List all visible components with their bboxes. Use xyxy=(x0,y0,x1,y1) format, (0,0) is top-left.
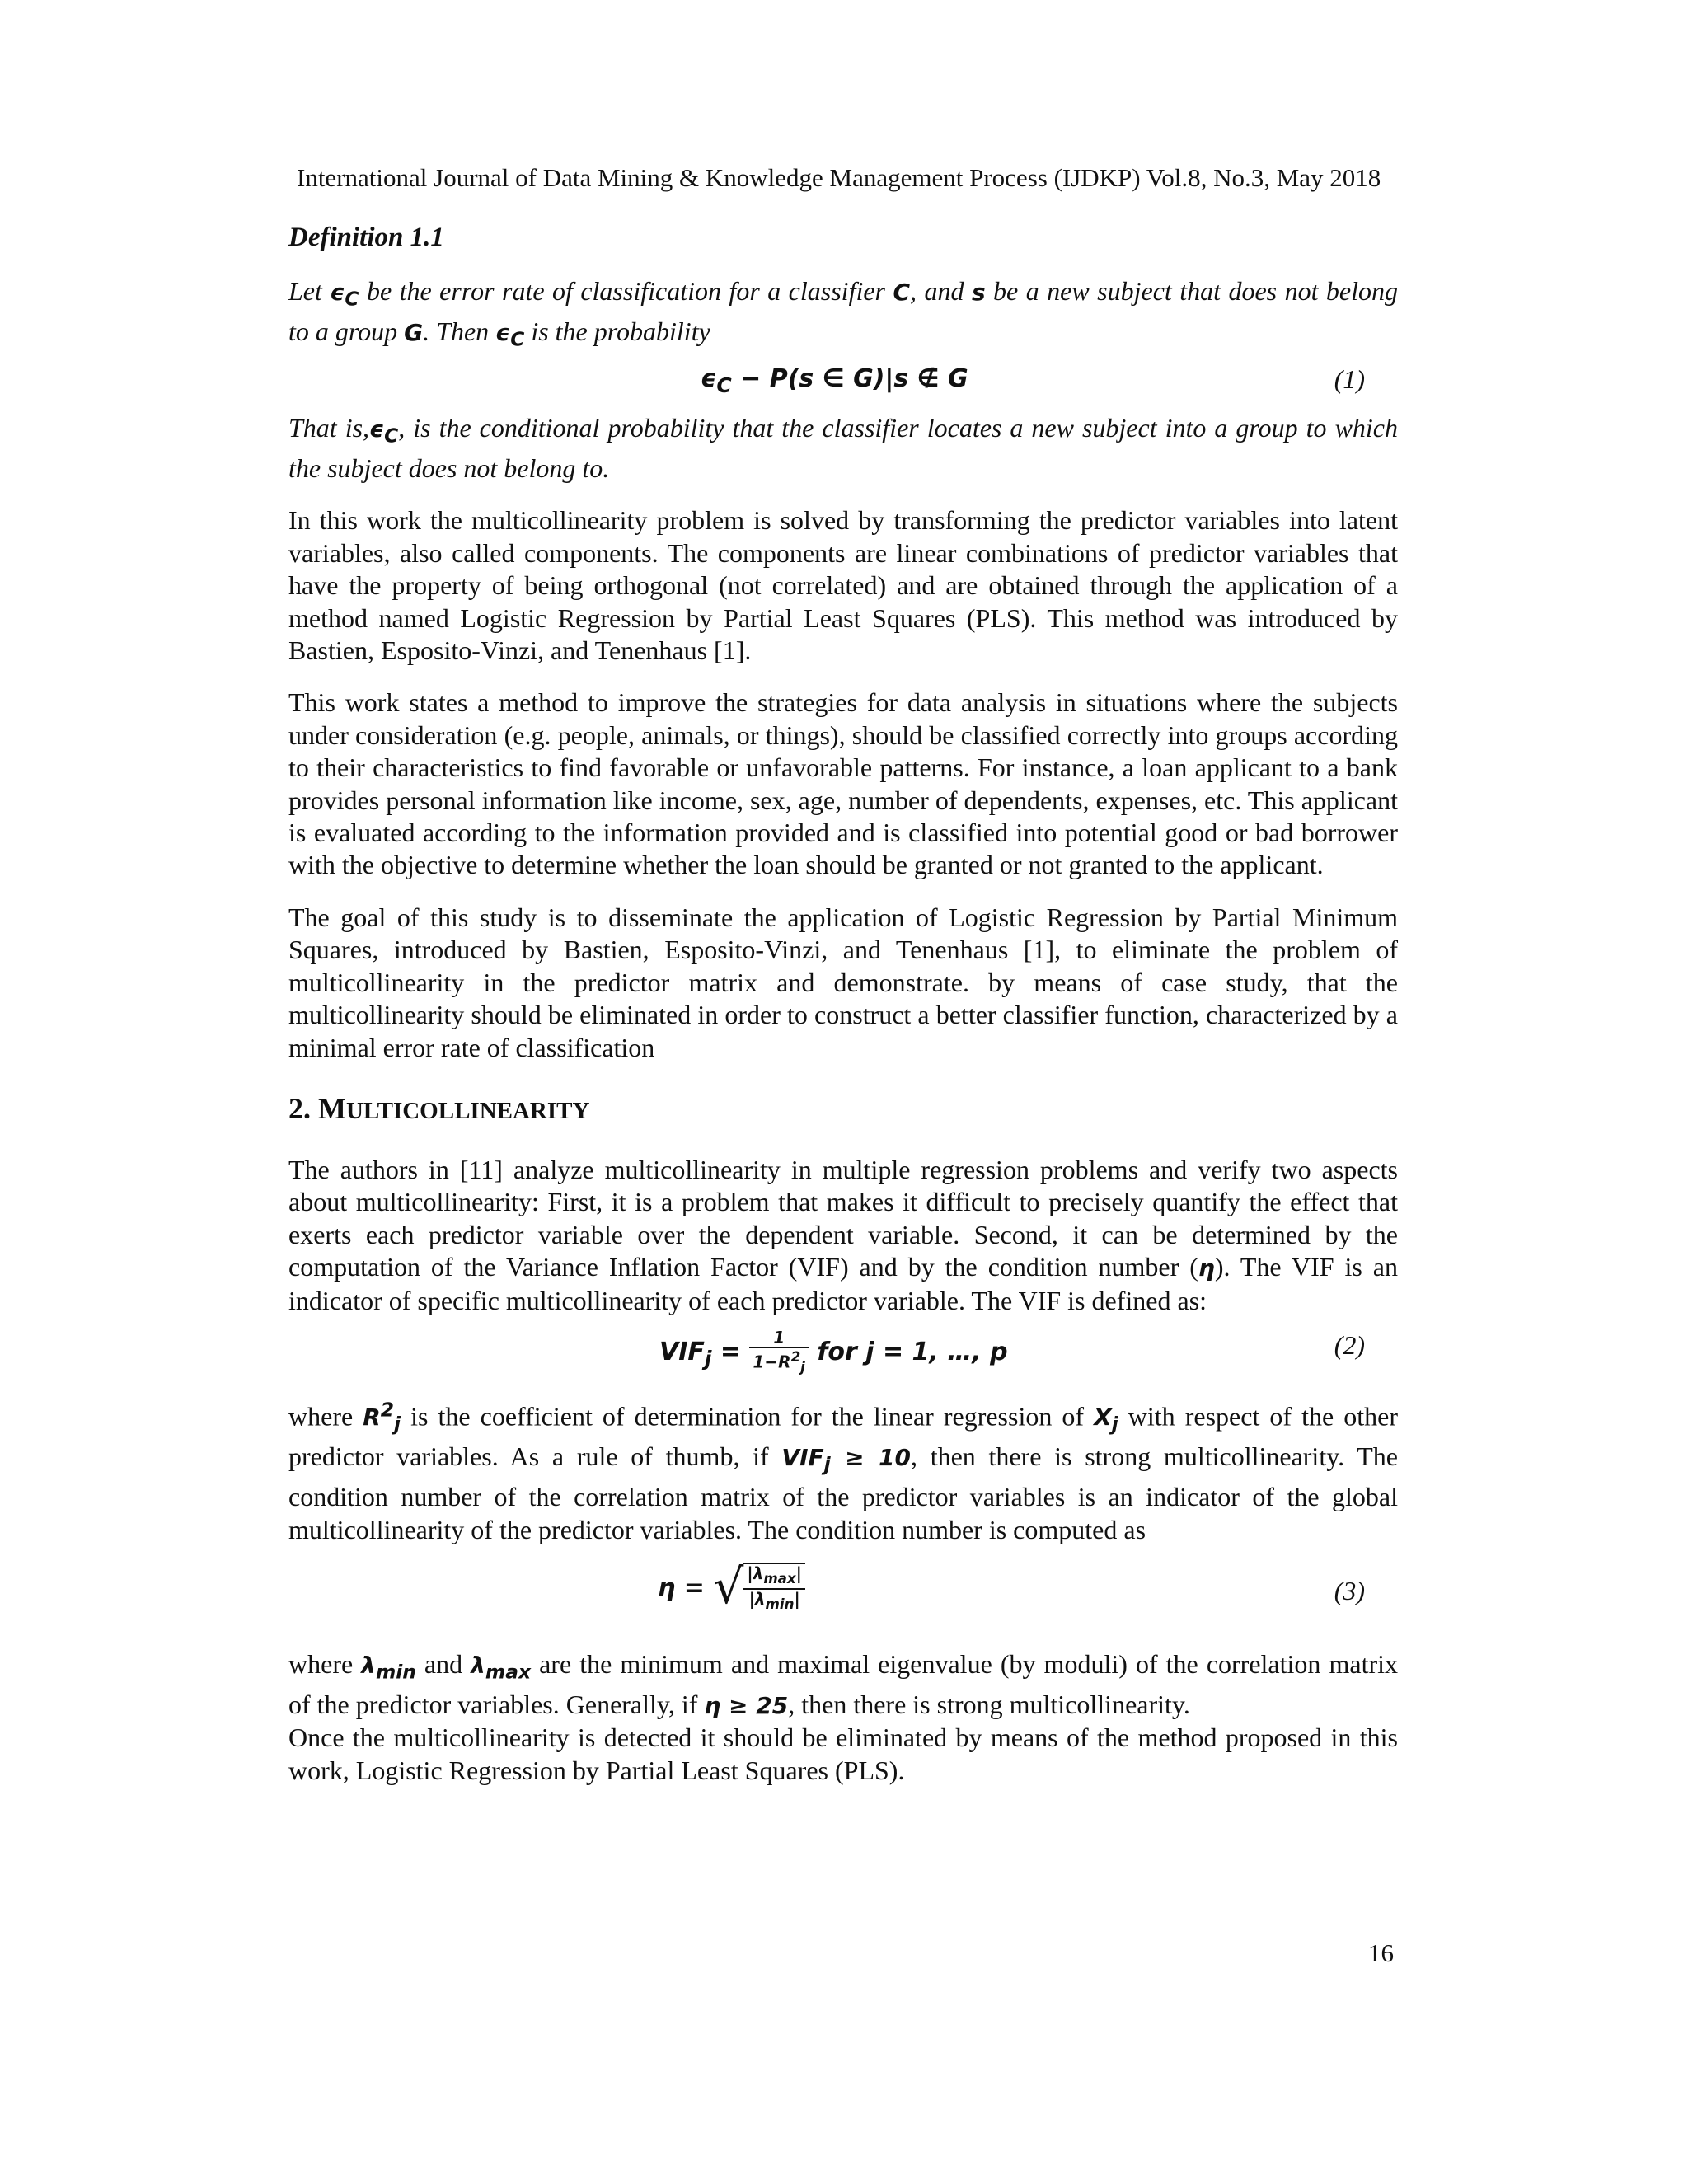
math-r-squared: $R^2_j$ xyxy=(363,1398,401,1436)
paragraph-pls-intro: In this work the multicollinearity problem is solved by transforming the predictor variables into latent variables, also called components. The components are linear combinations of predictor variables that have the property of being orthogonal (not correlated) and are obtained through the application of a method named Logistic Regression by Partial Least Squares (PLS). This method was introduced by Bastien, Esposito-Vinzi, and Tenenhaus [1]. xyxy=(288,505,1398,666)
math-epsilon-c: $\epsilon_C$ xyxy=(330,279,359,311)
page-number: 16 xyxy=(1368,1938,1394,1967)
math-lambda-max: $\lambda_{max}$ xyxy=(471,1652,532,1684)
definition-paragraph: Let $\epsilon_C$ be the error rate of classification for a classifier C, and s be a new subject that does not belong to a group G. Then $\epsilon_C$ is the probability xyxy=(288,276,1399,351)
equation-3: η = √ $\frac{|\lambda_{max}|}{|\lambda_{min}|}$ (3) xyxy=(658,1558,1365,1615)
math-x-j: $X_j$ xyxy=(1094,1404,1118,1436)
math-eta: η xyxy=(1198,1254,1215,1282)
main-content xyxy=(288,218,1398,1787)
equation-1-number: (1) xyxy=(1334,364,1365,394)
equation-2: $VIF_j$ = $\frac{1}{1-R^2_j}$ for j = 1, …, p (2) xyxy=(659,1327,1365,1376)
math-s: s xyxy=(971,279,986,306)
math-eta-threshold: η ≥ 25 xyxy=(704,1692,789,1720)
definition-title: Definition 1.1 xyxy=(288,223,444,252)
section-2-heading: 2. MULTICOLLINEARITY xyxy=(288,1091,590,1125)
math-g: G xyxy=(404,319,424,346)
running-header: International Journal of Data Mining & Knowledge Management Process (IJDKP) Vol.8, No.3, May 2018 xyxy=(297,163,1381,192)
definition-explanation: That $is,\epsilon_C$, is the conditional probability that the classifier locates a new subject into a group to which the subject does not belong to. xyxy=(288,413,1399,483)
paragraph-vif: where $R^2_j$ is the coefficient of determination for the linear regression of $X_j$ with respect of the other predictor variables. As a rule of thumb, if $VIF_j \ge 10$, then there is strong multicollinearity. The condition number of the correlation matrix of the predictor variables is an indicator of the global multicollinearity of the predictor variables. The condition number is computed as xyxy=(288,1398,1399,1544)
paragraph-conclusion: Once the multicollinearity is detected it should be eliminated by means of the method proposed in this work, Logistic Regression by Partial Least Squares (PLS). xyxy=(288,1722,1398,1785)
math-c: C xyxy=(893,279,911,306)
equation-1: $\epsilon_C - P(s$ ∈ G)|s ∉ G (1) xyxy=(701,364,1365,397)
math-lambda-min: $\lambda_{min}$ xyxy=(361,1652,416,1684)
paragraph-goal: The goal of this study is to disseminate the application of Logistic Regression by Partial Minimum Squares, introduced by Bastien, Esposito-Vinzi, and Tenenhaus [1], to eliminate the problem of multicollinearity in the predictor matrix and demonstrate. by means of case study, that the multicollinearity should be eliminated in order to construct a better classifier function, characterized by a minimal error rate of classification xyxy=(288,902,1398,1062)
math-epsilon-c-2: $\epsilon_C$ xyxy=(495,319,525,351)
equation-3-number: (3) xyxy=(1334,1576,1365,1606)
math-epsilon-c-3: $\epsilon_C$ xyxy=(369,415,399,448)
equation-2-number: (2) xyxy=(1334,1329,1365,1360)
paragraph-multicollinearity: The authors in [11] analyze multicollinearity in multiple regression problems and verify two aspects about multicollinearity: First, it is a problem that makes it difficult to precisely quantify the effect that exerts each predictor variable over the dependent variable. Second, it can be determined by the computation of the Variance Inflation Factor (VIF) and by the condition number (η). The VIF is an indicator of specific multicollinearity of each predictor variable. The VIF is defined as: xyxy=(288,1154,1398,1315)
math-vif-threshold: $VIF_j \ge 10$ xyxy=(781,1444,911,1476)
paragraph-eigenvalues: where $\lambda_{min}$ and $\lambda_{max}$ are the minimum and maximal eigenvalue (by moduli) of the correlation matrix of the predictor variables. Generally, if η ≥ 25, then there is strong multicollinearity. xyxy=(288,1649,1399,1720)
paragraph-method: This work states a method to improve the strategies for data analysis in situations where the subjects under consideration (e.g. people, animals, or things), should be classified correctly into groups according to their characteristics to find favorable or unfavorable patterns. For instance, a loan applicant to a bank provides personal information like income, sex, age, number of dependents, expenses, etc. This applicant is evaluated according to the information provided and is classified into potential good or bad borrower with the objective to determine whether the loan should be granted or not granted to the applicant. xyxy=(288,687,1398,880)
